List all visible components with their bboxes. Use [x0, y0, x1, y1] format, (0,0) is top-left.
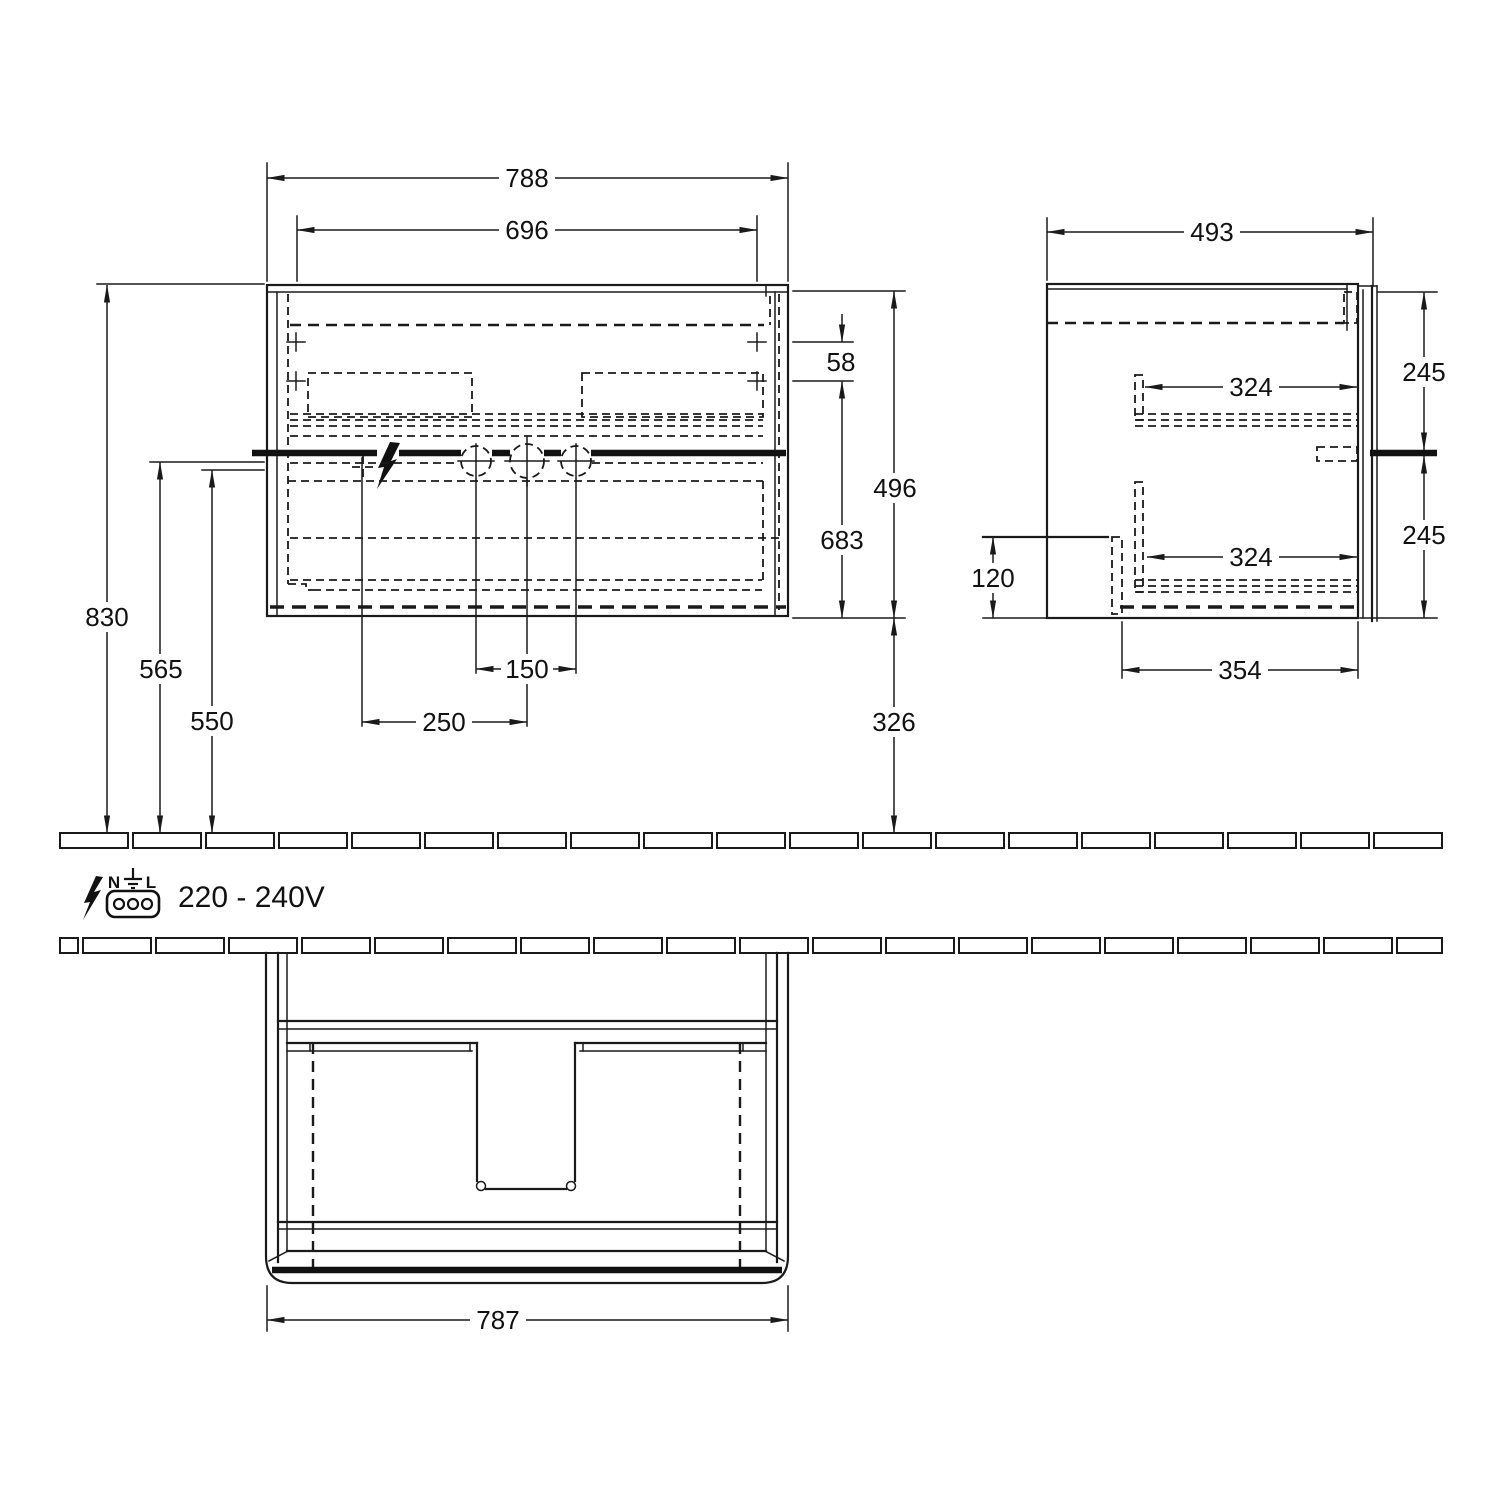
floor-tile — [302, 938, 370, 953]
dim-front-height — [814, 381, 870, 618]
dim-label-788: 788 — [505, 163, 549, 193]
floor-tile — [1032, 938, 1100, 953]
dim-label-493: 493 — [1190, 217, 1234, 247]
dim-label-354: 354 — [1218, 655, 1262, 685]
floor-tile — [498, 833, 566, 848]
floor-tile — [1374, 833, 1442, 848]
floor-tile — [594, 938, 662, 953]
dim-lower-inner-depth — [1147, 542, 1357, 572]
drill-hole-crosses — [287, 333, 766, 390]
dim-label-324-top: 324 — [1229, 372, 1273, 402]
floor-tile — [1155, 833, 1223, 848]
dim-label-550: 550 — [190, 706, 234, 736]
floor-tile — [206, 833, 274, 848]
floor-tile — [717, 833, 785, 848]
dim-label-120: 120 — [971, 563, 1015, 593]
dim-body-height — [793, 291, 923, 618]
socket-icon — [107, 891, 159, 917]
dim-total-height — [79, 284, 264, 833]
floor-tile — [886, 938, 954, 953]
dim-label-245-bottom: 245 — [1402, 520, 1446, 550]
dim-recess-height — [965, 537, 1021, 618]
floor-tile — [60, 833, 128, 848]
floor-tile — [644, 833, 712, 848]
dim-upper-drawer-height — [1378, 292, 1452, 450]
live-terminal-label: L — [145, 873, 157, 892]
floor-tile — [1324, 938, 1392, 953]
lightning-bolt-icon — [377, 442, 400, 489]
floor-tile — [959, 938, 1027, 953]
floor-tile — [1228, 833, 1296, 848]
floor-tile — [1251, 938, 1319, 953]
electrical-legend — [83, 868, 325, 920]
floor-tile — [279, 833, 347, 848]
floor-tile — [1105, 938, 1173, 953]
dim-depth — [1047, 217, 1373, 286]
dim-label-683: 683 — [820, 525, 864, 555]
floor-tile — [1082, 833, 1150, 848]
dim-drain-distance — [362, 707, 527, 737]
dim-label-496: 496 — [873, 473, 917, 503]
tap-holes — [458, 437, 594, 486]
dim-label-245-top: 245 — [1402, 357, 1446, 387]
floor-tile — [229, 938, 297, 953]
floor-tile — [571, 833, 639, 848]
dim-mid-height — [133, 462, 264, 833]
floor-tile — [1009, 833, 1077, 848]
dim-plan-width — [267, 1286, 788, 1335]
dim-label-326: 326 — [872, 707, 916, 737]
floor-tile — [1178, 938, 1246, 953]
floor-tile — [133, 833, 201, 848]
dim-label-58: 58 — [826, 347, 856, 377]
plan-dimensions — [267, 1286, 788, 1335]
dim-hole-gap — [793, 314, 855, 381]
side-view — [983, 284, 1437, 621]
floor-tile — [790, 833, 858, 848]
floor-tile — [60, 938, 78, 953]
dim-floor-clearance — [866, 618, 922, 833]
dim-label-250: 250 — [422, 707, 466, 737]
plan-view — [266, 953, 788, 1283]
floor-tile — [448, 938, 516, 953]
floor-tile — [813, 938, 881, 953]
earth-ground-icon — [124, 868, 142, 888]
floor-tile — [667, 938, 735, 953]
voltage-range-label: 220 - 240V — [178, 881, 325, 914]
dim-label-150: 150 — [505, 654, 549, 684]
dim-upper-inner-depth — [1145, 372, 1357, 402]
front-dimensions — [79, 163, 923, 833]
dim-width-inner — [297, 215, 757, 281]
floor-tile — [740, 938, 808, 953]
floor-tile — [156, 938, 224, 953]
floor-tile — [425, 833, 493, 848]
dim-label-787: 787 — [476, 1305, 520, 1335]
dim-rail-height — [184, 470, 264, 833]
dim-label-324-bottom: 324 — [1229, 542, 1273, 572]
dim-lower-drawer-height — [1360, 456, 1452, 618]
floor-tile — [936, 833, 1004, 848]
floor-tile — [863, 833, 931, 848]
floor-tile — [375, 938, 443, 953]
floor-tile-row — [60, 833, 1442, 848]
dim-label-830: 830 — [85, 602, 129, 632]
left-hole-cross — [352, 456, 374, 478]
neutral-terminal-label: N — [107, 873, 121, 892]
floor-tile — [83, 938, 151, 953]
floor-tile-row — [60, 938, 1442, 953]
dim-tap-distance — [476, 654, 576, 684]
floor-tile — [1301, 833, 1369, 848]
sink-recess-cutout — [477, 1043, 576, 1191]
dim-base-depth — [1122, 622, 1358, 685]
floor-tile — [352, 833, 420, 848]
dim-label-565: 565 — [139, 654, 183, 684]
floor-tile — [521, 938, 589, 953]
dim-label-696: 696 — [505, 215, 549, 245]
floor-tile — [1397, 938, 1442, 953]
lightning-bolt-icon — [83, 876, 103, 920]
